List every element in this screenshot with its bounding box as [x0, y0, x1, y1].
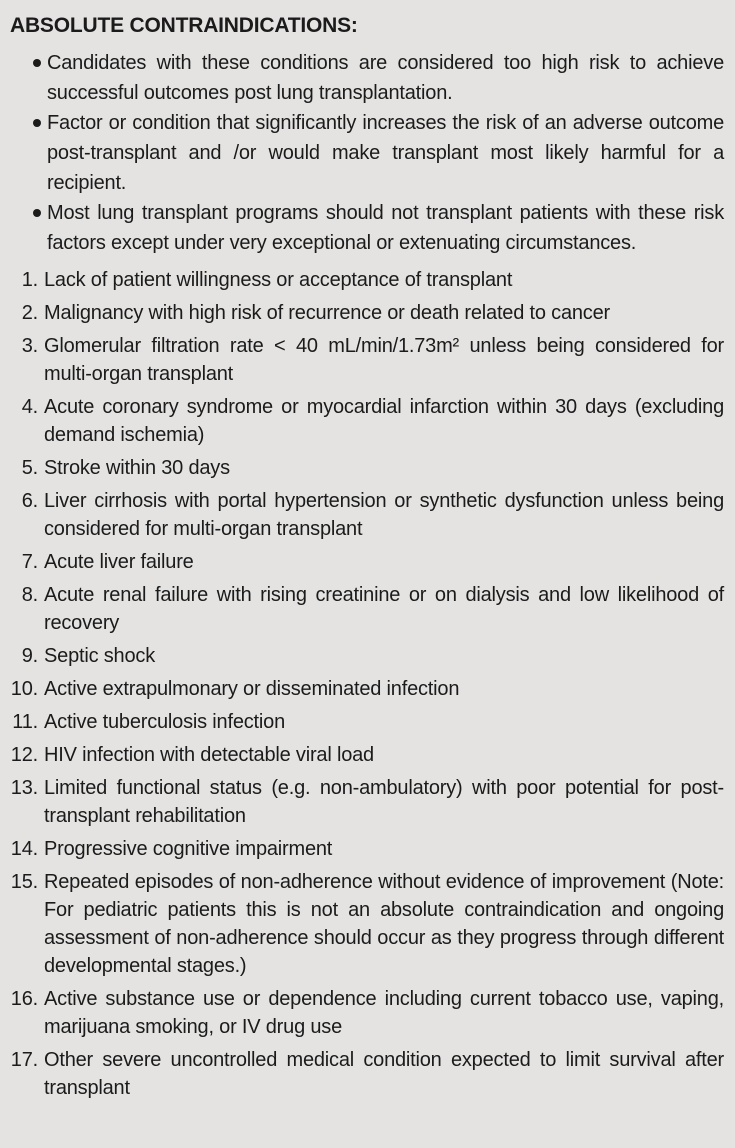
item-text: Limited functional status (e.g. non-ambulatory) with poor potential for post-transplant rehabilitation	[44, 777, 724, 827]
numbered-list-item	[10, 835, 724, 863]
numbered-contraindications-list	[10, 266, 724, 1102]
item-text: Stroke within 30 days	[44, 457, 230, 479]
item-number: 7.	[21, 551, 38, 573]
numbered-list-item	[10, 774, 724, 830]
item-text: HIV infection with detectable viral load	[44, 744, 374, 766]
numbered-list-item	[10, 393, 724, 449]
item-text: Malignancy with high risk of recurrence or death related to cancer	[44, 302, 610, 324]
numbered-list-item	[10, 581, 724, 637]
item-number: 16.	[10, 988, 38, 1010]
item-number: 8.	[21, 584, 38, 606]
item-text: Glomerular filtration rate < 40 mL/min/1.73m² unless being considered for multi-organ transplant	[44, 335, 724, 385]
item-text: Liver cirrhosis with portal hypertension or synthetic dysfunction unless being considered for multi-organ transplant	[44, 490, 724, 540]
numbered-list-item	[10, 642, 724, 670]
item-number: 5.	[21, 457, 38, 479]
bullet-item-text: Factor or condition that significantly increases the risk of an adverse outcome post-transplant and /or would make transplant most likely harmful for a recipient.	[47, 112, 724, 194]
bullet-icon	[10, 198, 47, 258]
item-text: Progressive cognitive impairment	[44, 838, 333, 860]
item-number: 4.	[21, 396, 38, 418]
numbered-list-item	[10, 332, 724, 388]
item-text: Acute renal failure with rising creatinine or on dialysis and low likelihood of recovery	[44, 584, 724, 634]
bullet-icon	[10, 48, 47, 108]
item-number: 6.	[21, 490, 38, 512]
numbered-list-item	[10, 1046, 724, 1102]
item-number: 17.	[10, 1049, 38, 1071]
bullet-icon	[10, 108, 47, 198]
item-text: Septic shock	[44, 645, 155, 667]
numbered-list-item	[10, 487, 724, 543]
bullet-list	[10, 48, 724, 258]
numbered-list-item	[10, 741, 724, 769]
item-number: 13.	[10, 777, 38, 799]
numbered-list-item	[10, 266, 724, 294]
item-text: Other severe uncontrolled medical condition expected to limit survival after transplant	[44, 1049, 724, 1099]
numbered-list-item	[10, 548, 724, 576]
item-number: 14.	[10, 838, 38, 860]
item-number: 15.	[10, 871, 38, 893]
numbered-list-item	[10, 454, 724, 482]
item-text: Active substance use or dependence including current tobacco use, vaping, marijuana smoking, or IV drug use	[44, 988, 724, 1038]
item-number: 9.	[21, 645, 38, 667]
item-number: 3.	[21, 335, 38, 357]
item-text: Acute coronary syndrome or myocardial infarction within 30 days (excluding demand ischemia)	[44, 396, 724, 446]
item-number: 2.	[21, 302, 38, 324]
numbered-list-item	[10, 299, 724, 327]
numbered-list-item	[10, 675, 724, 703]
numbered-list-item	[10, 985, 724, 1041]
item-number: 1.	[21, 269, 38, 291]
item-text: Repeated episodes of non-adherence without evidence of improvement (Note: For pediatric patients this is not an absolute contraindication and ongoing assessment of non-adherence should occur as they progress through different developmental stages.)	[44, 871, 724, 977]
item-number: 10.	[10, 678, 38, 700]
panel-title: ABSOLUTE CONTRAINDICATIONS:	[10, 14, 358, 37]
numbered-list-item	[10, 708, 724, 736]
numbered-list-item	[10, 868, 724, 980]
item-text: Lack of patient willingness or acceptance of transplant	[44, 269, 513, 291]
bullet-item-text: Most lung transplant programs should not transplant patients with these risk factors except under very exceptional or extenuating circumstances.	[47, 202, 724, 254]
bullet-list-item	[10, 108, 724, 198]
item-text: Active extrapulmonary or disseminated infection	[44, 678, 460, 700]
bullet-item-text: Candidates with these conditions are considered too high risk to achieve successful outcomes post lung transplantation.	[47, 52, 724, 104]
bullet-list-item	[10, 48, 724, 108]
item-number: 12.	[10, 744, 38, 766]
item-text: Active tuberculosis infection	[44, 711, 285, 733]
item-text: Acute liver failure	[44, 551, 194, 573]
item-number: 11.	[12, 711, 38, 733]
bullet-list-item	[10, 198, 724, 258]
